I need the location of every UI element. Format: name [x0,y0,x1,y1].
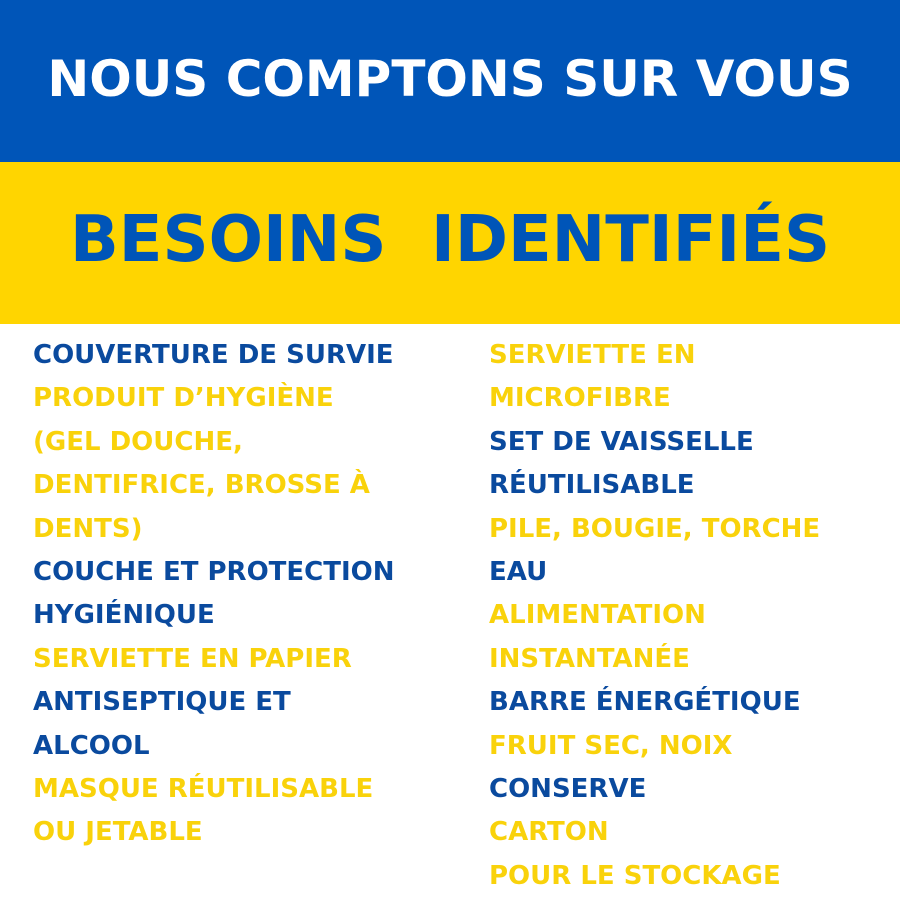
needs-list-item: INSTANTANÉE [489,643,690,674]
needs-list-left [33,334,463,855]
needs-list-item: MASQUE RÉUTILISABLE [33,773,374,804]
needs-list-item: FRUIT SEC, NOIX [489,730,733,761]
needs-list-right [489,334,889,898]
needs-list-item: EAU [489,556,548,587]
needs-list-item: RÉUTILISABLE [489,470,695,501]
needs-list-item: SERVIETTE EN [489,340,696,370]
needs-list-item: CONSERVE [489,773,647,804]
needs-list-item: PILE, BOUGIE, TORCHE [489,513,821,544]
needs-list-item: PRODUIT D’HYGIÈNE [33,383,334,414]
needs-list-item: HYGIÉNIQUE [33,600,215,631]
needs-list-item: (GEL DOUCHE, [33,426,243,457]
needs-list-item: SET DE VAISSELLE [489,426,754,457]
needs-list-item: MICROFIBRE [489,383,671,414]
subtitle-banner [0,162,900,324]
needs-list-item: DENTIFRICE, BROSSE À [33,470,370,501]
needs-list-item: POUR LE STOCKAGE [489,860,781,891]
needs-list-item: OU JETABLE [33,817,203,848]
section-title: BESOINS IDENTIFIÉS [69,203,831,277]
needs-list-item: BARRE ÉNERGÉTIQUE [489,687,801,718]
needs-list-item: CARTON [489,817,609,848]
needs-list-item: COUVERTURE DE SURVIE [33,340,394,370]
needs-list-item: SERVIETTE EN PAPIER [33,643,352,674]
header-banner [0,0,900,162]
needs-list-item: DENTS) [33,513,143,544]
needs-list-item: ANTISEPTIQUE ET [33,687,291,718]
needs-list-item: ALCOOL [33,730,150,761]
page-title: NOUS COMPTONS SUR VOUS [47,50,853,108]
needs-list-item: COUCHE ET PROTECTION [33,556,395,587]
needs-list-item: ALIMENTATION [489,600,706,631]
